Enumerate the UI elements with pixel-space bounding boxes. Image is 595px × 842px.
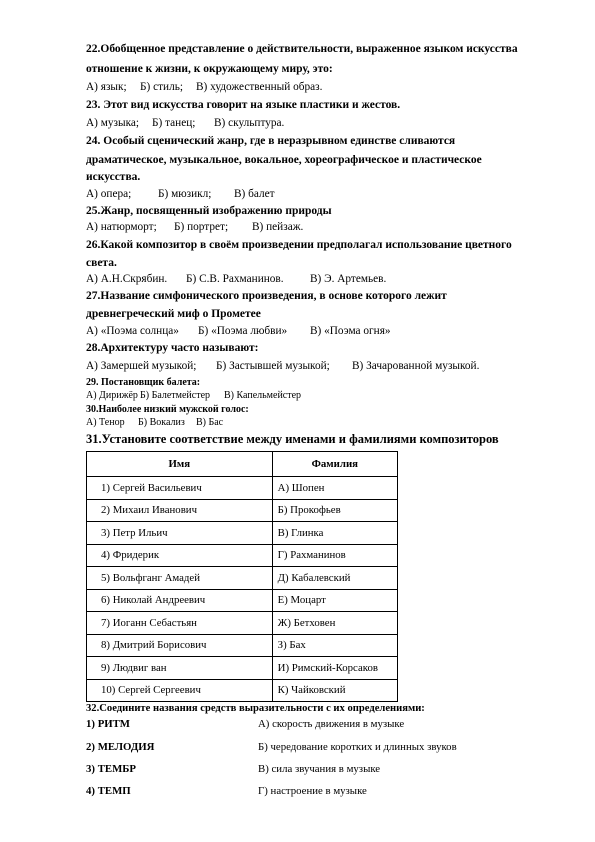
composer-surname: Б) Прокофьев xyxy=(272,499,397,522)
q23-answer-a: А) музыка; xyxy=(86,117,140,129)
q25-text-line-1: 25.Жанр, посвященный изображению природы xyxy=(86,205,332,217)
composer-first-name: 2) Михаил Иванович xyxy=(87,499,273,522)
q24-answer-a: А) опера; xyxy=(86,188,132,200)
match-term: 2) МЕЛОДИЯ xyxy=(86,741,155,753)
composer-surname: И) Римский-Корсаков xyxy=(272,657,397,680)
composer-surname: Е) Моцарт xyxy=(272,589,397,612)
composer-first-name: 5) Вольфганг Амадей xyxy=(87,567,273,590)
composer-first-name: 10) Сергей Сергеевич xyxy=(87,679,273,702)
q30-answer-c: В) Бас xyxy=(196,417,224,428)
q29-answer-b: Б) Балетмейстер xyxy=(140,390,211,401)
match-definition: В) сила звучания в музыке xyxy=(258,763,381,775)
q29-answer-c: В) Капельмейстер xyxy=(224,390,302,401)
table-row xyxy=(87,477,398,500)
q26-text-line-1: 26.Какой композитор в своём произведении предполагал использование цветного xyxy=(86,239,512,251)
q27-answer-a: А) «Поэма солнца» xyxy=(86,325,179,337)
composer-surname: Ж) Бетховен xyxy=(272,612,397,635)
q29-answer-a: А) Дирижёр xyxy=(86,390,138,401)
composers-table xyxy=(86,451,398,702)
q23-answer-b: Б) танец; xyxy=(152,117,196,129)
q24-answer-c: В) балет xyxy=(234,188,275,200)
q27-answers xyxy=(86,326,391,337)
q30-answers xyxy=(86,418,223,428)
q28-answer-a: А) Замершей музыкой; xyxy=(86,360,197,372)
q22-answer-c: В) художественный образ. xyxy=(196,81,323,93)
match-definition: Б) чередование коротких и длинных звуков xyxy=(258,741,457,753)
q25-answers xyxy=(86,222,303,233)
q25-answer-b: Б) портрет; xyxy=(174,221,229,233)
table-header-name: Имя xyxy=(87,452,273,477)
q23-answer-c: В) скульптура. xyxy=(214,117,285,129)
q24-answer-b: Б) мюзикл; xyxy=(158,188,212,200)
table-row xyxy=(87,679,398,702)
q23-text-line-1: 23. Этот вид искусства говорит на языке пластики и жестов. xyxy=(86,99,401,111)
composer-surname: Д) Кабалевский xyxy=(272,567,397,590)
q24-text-line-1: 24. Особый сценический жанр, где в неразрывном единстве сливаются xyxy=(86,135,456,147)
table-row xyxy=(87,657,398,680)
q29-text-line-1: 29. Постановщик балета: xyxy=(86,377,201,388)
q31-title: 31.Установите соответствие между именами и фамилиями композиторов xyxy=(86,432,499,446)
q23-answers xyxy=(86,118,284,129)
q28-answer-b: Б) Застывшей музыкой; xyxy=(216,360,330,372)
composer-first-name: 4) Фридерик xyxy=(87,544,273,567)
q27-answer-b: Б) «Поэма любви» xyxy=(198,325,288,337)
q28-answers xyxy=(86,361,479,372)
match-definition: Г) настроение в музыке xyxy=(258,785,367,797)
composer-first-name: 6) Николай Андреевич xyxy=(87,589,273,612)
q32-title: 32.Соедините названия средств выразительности с их определениями: xyxy=(86,703,425,714)
q26-answer-b: Б) С.В. Рахманинов. xyxy=(186,273,284,285)
q26-answer-a: А) А.Н.Скрябин. xyxy=(86,273,168,285)
q27-answer-c: В) «Поэма огня» xyxy=(310,325,391,337)
match-term: 3) ТЕМБР xyxy=(86,763,137,775)
table-row xyxy=(87,544,398,567)
q27-text-line-2: древнегреческий миф о Прометее xyxy=(86,308,261,320)
q26-answers xyxy=(86,274,386,285)
match-definition: А) скорость движения в музыке xyxy=(258,718,405,730)
composer-surname: А) Шопен xyxy=(272,477,397,500)
composer-first-name: 9) Людвиг ван xyxy=(87,657,273,680)
q28-answer-c: В) Зачарованной музыкой. xyxy=(352,360,480,372)
match-term: 1) РИТМ xyxy=(86,718,130,730)
q22-answers xyxy=(86,82,322,93)
table-row xyxy=(87,612,398,635)
table-row xyxy=(87,634,398,657)
q28-text-line-1: 28.Архитектуру часто называют: xyxy=(86,342,259,354)
q25-answer-a: А) натюрморт; xyxy=(86,221,157,233)
table-header-row xyxy=(87,452,398,477)
q26-answer-c: В) Э. Артемьев. xyxy=(310,273,387,285)
q24-answers xyxy=(86,189,275,200)
table-row xyxy=(87,499,398,522)
match-term: 4) ТЕМП xyxy=(86,785,131,797)
composer-surname: Г) Рахманинов xyxy=(272,544,397,567)
composer-first-name: 8) Дмитрий Борисович xyxy=(87,634,273,657)
q22-text-line-1: 22.Обобщенное представление о действительности, выраженное языком искусства xyxy=(86,43,518,55)
table-header-surname: Фамилия xyxy=(272,452,397,477)
q22-text-line-2: отношение к жизни, к окружающему миру, это: xyxy=(86,63,333,75)
q29-answers xyxy=(86,391,301,401)
composer-first-name: 3) Петр Ильич xyxy=(87,522,273,545)
composer-surname: К) Чайковский xyxy=(272,679,397,702)
composer-first-name: 1) Сергей Васильевич xyxy=(87,477,273,500)
composer-first-name: 7) Иоганн Себастьян xyxy=(87,612,273,635)
q25-answer-c: В) пейзаж. xyxy=(252,221,304,233)
q22-answer-b: Б) стиль; xyxy=(140,81,183,93)
q24-text-line-2: драматическое, музыкальное, вокальное, хореографическое и пластическое xyxy=(86,154,482,166)
q27-text-line-1: 27.Название симфонического произведения, в основе которого лежит xyxy=(86,290,447,302)
table-row xyxy=(87,589,398,612)
q24-text-line-3: искусства. xyxy=(86,171,141,183)
q22-answer-a: А) язык; xyxy=(86,81,127,93)
table-row xyxy=(87,567,398,590)
composer-surname: З) Бах xyxy=(272,634,397,657)
q30-answer-b: Б) Вокализ xyxy=(138,417,185,428)
q30-answer-a: А) Тенор xyxy=(86,417,125,428)
q26-text-line-2: света. xyxy=(86,257,117,269)
table-row xyxy=(87,522,398,545)
q30-text-line-1: 30.Наиболее низкий мужской голос: xyxy=(86,404,249,415)
composer-surname: В) Глинка xyxy=(272,522,397,545)
